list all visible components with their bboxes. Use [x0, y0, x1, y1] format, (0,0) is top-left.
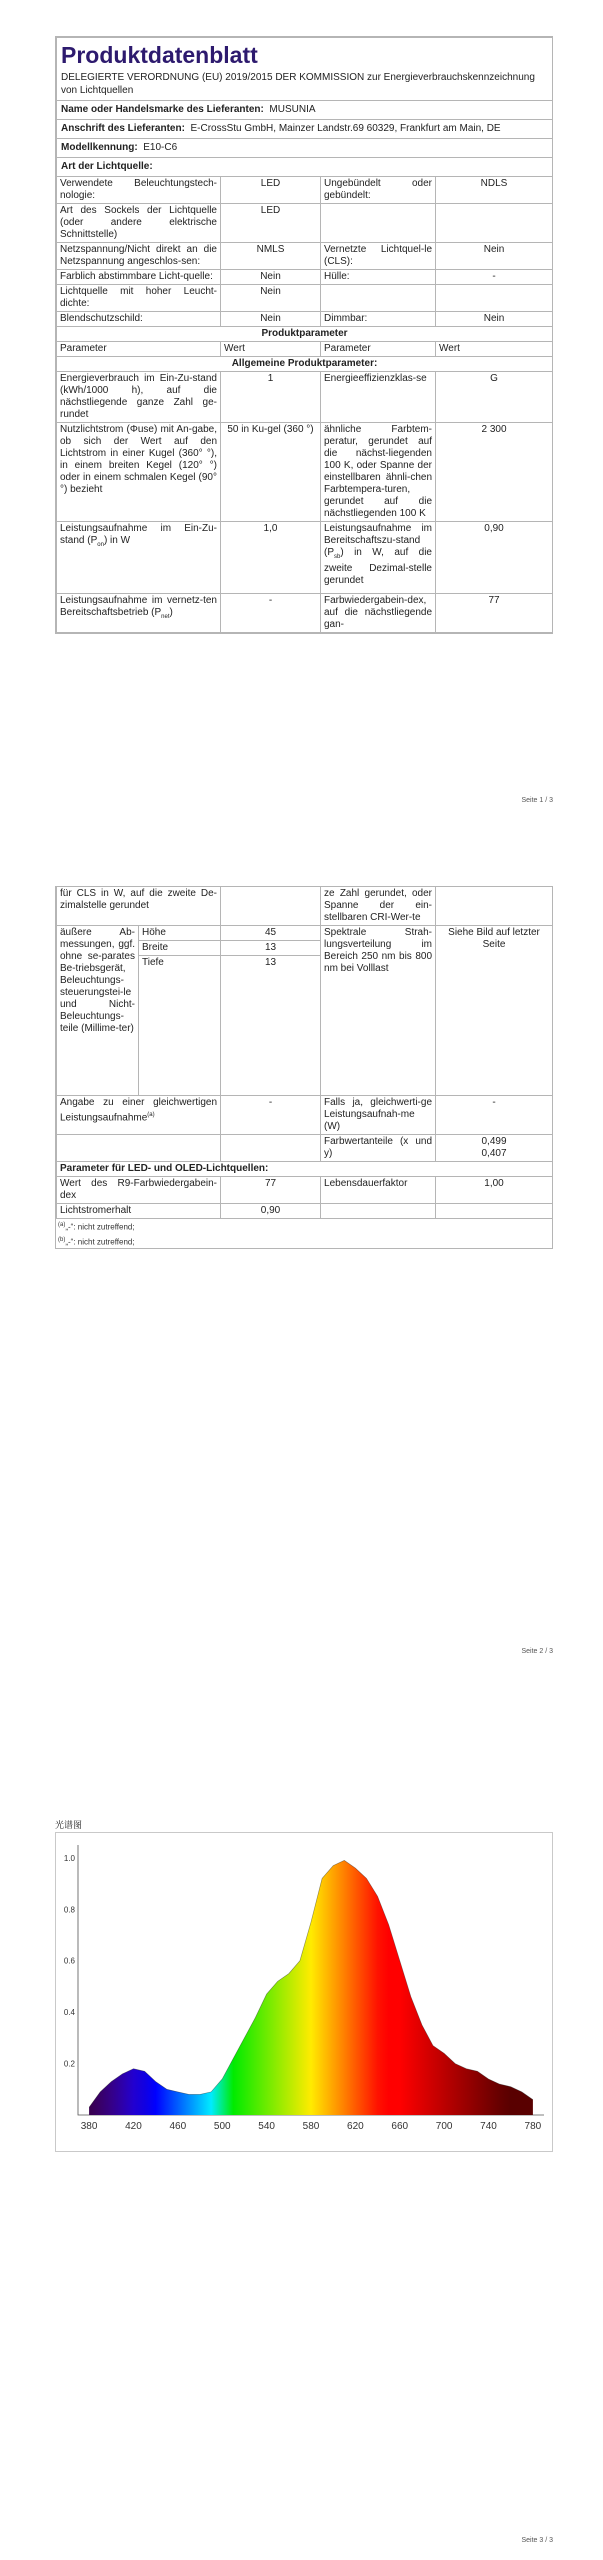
x-tick-label: 580	[302, 2121, 320, 2132]
chart-title: 光谱图	[55, 1820, 83, 1830]
table-row: Energieverbrauch im Ein-Zu-stand (kWh/1000 h), auf die nächstliegende ganze Zahl ge-rundet 1 Energieeffizienzklas-se G	[57, 372, 553, 423]
table-row: Lichtstromerhalt 0,90	[57, 1204, 553, 1219]
table-row: Leistungsaufnahme im Ein-Zu-stand $(P_{on})$ in W 1,0 Leistungsaufnahme im Bereitschaftszu-stand $(P_{sb})$ in W, auf die zweite Dezimal-stelle gerundet 0,90	[57, 522, 553, 594]
footnote-b: $^{(b)}$„-“: nicht zutreffend;	[58, 1236, 135, 1247]
datasheet-table-page-2	[55, 886, 553, 1249]
table-row: Verwendete Beleuchtungstech-nologie: LED Ungebündelt oder gebündelt: NDLS	[57, 177, 553, 204]
x-tick-label: 460	[169, 2121, 187, 2132]
y-tick-label: 0.6	[63, 1956, 75, 1966]
table-row: Blendschutzschild: Nein Dimmbar: Nein	[57, 312, 553, 327]
spectrum-chart	[55, 1832, 553, 2152]
x-tick-label: 780	[524, 2121, 542, 2132]
general-params-heading: Allgemeine Produktparameter:	[57, 357, 553, 372]
y-tick-label: 0.4	[63, 2008, 75, 2018]
x-tick-label: 620	[347, 2121, 364, 2132]
table-row: Lichtquelle mit hoher Leucht-dichte: Nein	[57, 285, 553, 312]
x-tick-label: 380	[80, 2121, 98, 2132]
table-row: äußere Ab-messungen, ggf. ohne se-parates Be-triebsgerät, Beleuchtungs-steuerungstei-le und Nicht-Beleuchtungs-teile (Millime-ter) Höhe 45 Spektrale Strah-lungsverteilung im Bereich 250 nm bis 800 nm bei Volllast Siehe Bild auf letzter Seite	[57, 926, 553, 941]
table-row: Art des Sockels der Lichtquelle (oder andere elektrische Schnittstelle) LED	[57, 204, 553, 243]
page-1	[0, 0, 603, 820]
table-row: Angabe zu einer gleichwertigen Leistungsaufnahme$^{(a)}$ - Falls ja, gleichwerti-ge Leistungsaufnah-me (W) -	[57, 1096, 553, 1135]
supplier-brand-row	[57, 101, 553, 120]
table-row: Farbwertanteile (x und y) 0,499 0,407	[57, 1135, 553, 1162]
regulation-subtitle: DELEGIERTE VERORDNUNG (EU) 2019/2015 DER KOMMISSION zur Energieverbrauchskennzeichnung von Lichtquellen	[57, 70, 553, 101]
model-row	[57, 139, 553, 158]
table-row: Breite 13	[57, 941, 553, 956]
led-params-heading: Parameter für LED- und OLED-Lichtquellen:	[57, 1162, 553, 1177]
x-tick-label: 540	[258, 2121, 275, 2132]
table-row: Farblich abstimmbare Licht-quelle: Nein Hülle: -	[57, 270, 553, 285]
model-value: E10-C6	[143, 142, 178, 153]
brand-value: MUSUNIA	[269, 104, 316, 115]
x-tick-label: 420	[125, 2121, 142, 2132]
address-value: E-CrossStu GmbH, Mainzer Landstr.69 60329, Frankfurt am Main, DE	[190, 123, 501, 134]
table-row: Netzspannung/Nicht direkt an die Netzspannung angeschlos-sen: NMLS Vernetzte Lichtquel-le (CLS): Nein	[57, 243, 553, 270]
x-tick-label: 700	[435, 2121, 453, 2132]
supplier-address-row	[57, 120, 553, 139]
datasheet-table-page-1	[55, 36, 553, 634]
x-tick-label: 500	[213, 2121, 231, 2132]
table-row: Tiefe 13	[57, 956, 553, 1096]
source-type-heading: Art der Lichtquelle:	[57, 158, 553, 177]
table-row: Wert des R9-Farbwiedergabein-dex 77 Lebensdauerfaktor 1,00	[57, 1177, 553, 1204]
params-column-header: Parameter Wert Parameter Wert	[57, 342, 553, 357]
page-title: Produktdatenblatt	[57, 38, 553, 71]
y-tick-label: 0.2	[63, 2059, 75, 2069]
model-label: Modellkennung:	[61, 142, 138, 153]
footnote-a: $^{(a)}$„-“: nicht zutreffend;	[56, 1218, 552, 1234]
page-number: Seite 3 / 3	[521, 2537, 553, 2544]
table-row: Nutzlichtstrom (Φuse) mit An-gabe, ob sich der Wert auf den Lichtstrom in einer Kugel (360° °), in einem breiten Kegel (120° °) oder in einem schmalen Kegel (90° °) bezieht 50 in Ku-gel (360 °) ähnliche Farbtem-peratur, gerundet auf die nächst-liegenden 100 K, oder Spanne der einstellbaren ähnli-chen Farbtempera-turen, gerundet auf die nächstliegenden 100 K 2 300	[57, 423, 553, 522]
x-tick-label: 660	[391, 2121, 409, 2132]
x-tick-label: 740	[480, 2121, 497, 2132]
product-params-heading: Produktparameter	[57, 327, 553, 342]
address-label: Anschrift des Lieferanten:	[61, 123, 185, 134]
y-tick-label: 1.0	[63, 1853, 75, 1863]
y-tick-label: 0.8	[63, 1905, 75, 1915]
page-number: Seite 2 / 3	[521, 1648, 553, 1655]
spectrum-svg	[56, 1833, 552, 2151]
table-row: für CLS in W, auf die zweite De-zimalstelle gerundet ze Zahl gerundet, oder Spanne der ein-stellbaren CRI-Wer-te	[57, 887, 553, 926]
table-row: Leistungsaufnahme im vernetz-ten Bereitschaftsbetrieb $(P_{net})$ - Farbwiedergabein-dex, auf die nächstliegende gan- 77	[57, 594, 553, 633]
page-number: Seite 1 / 3	[521, 797, 553, 804]
brand-label: Name oder Handelsmarke des Lieferanten:	[61, 104, 264, 115]
page-2	[0, 870, 603, 1670]
